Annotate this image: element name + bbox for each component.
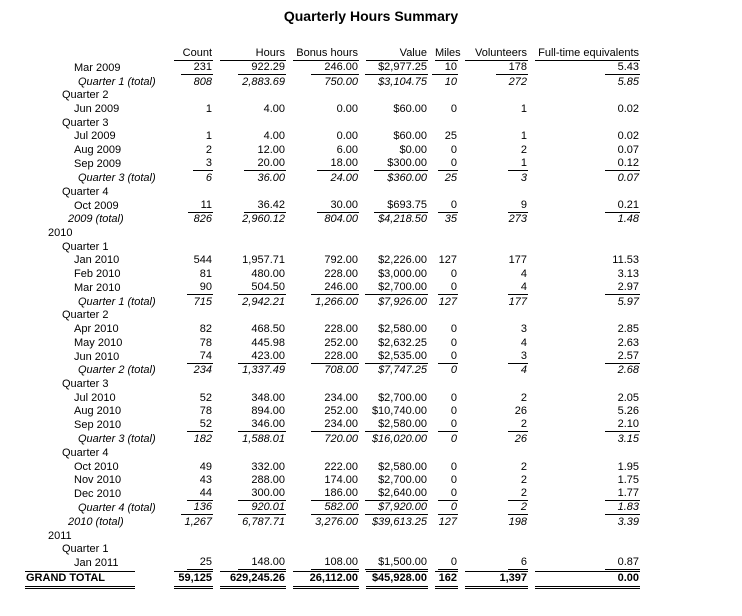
cell-value: 82: [199, 323, 212, 335]
row-label: Jul 2009: [74, 130, 116, 143]
cell-value: $45,928.00: [366, 571, 428, 589]
cell-value: 0: [438, 157, 458, 171]
cell-value: 78: [199, 336, 212, 349]
cell-value: 0: [438, 556, 458, 570]
cell-value: $4,218.50: [378, 213, 427, 226]
cell-value: 708.00: [324, 364, 358, 377]
table-row: [25, 75, 640, 89]
cell-value: 792.00: [324, 254, 358, 267]
cell-value: 2: [508, 418, 528, 432]
cell-value: 0: [438, 418, 458, 432]
cell-value: 228.00: [324, 267, 358, 280]
table-row: [25, 130, 640, 144]
cell-value: $10,740.00: [371, 405, 427, 418]
cell-value: 544: [193, 254, 212, 267]
cell-value: 894.00: [251, 405, 285, 418]
cell-value: 0: [450, 364, 457, 377]
cell-value: 0.00: [336, 130, 358, 143]
cell-value: 0: [438, 281, 458, 295]
table-row: [25, 143, 640, 157]
row-label: 2010: [48, 226, 73, 239]
cell-value: 0.07: [617, 171, 639, 184]
cell-value: 162: [435, 571, 458, 589]
cell-value: 4: [508, 281, 528, 295]
cell-value: 1: [205, 130, 212, 143]
table-row: [25, 487, 640, 501]
row-label: Jun 2009: [74, 103, 120, 116]
row-label: Quarter 3 (total): [78, 433, 156, 446]
cell-value: 25: [187, 556, 213, 570]
cell-value: 332.00: [251, 460, 285, 473]
cell-value: 3.39: [617, 515, 639, 528]
cell-value: $3,104.75: [378, 75, 427, 88]
cell-value: 148.00: [238, 556, 286, 570]
cell-value: 300.00: [238, 487, 286, 501]
cell-value: 49: [199, 460, 212, 473]
row-label: Dec 2010: [74, 488, 122, 501]
cell-value: 108.00: [311, 556, 359, 570]
cell-value: $360.00: [387, 171, 427, 184]
cell-value: 0.00: [535, 571, 640, 589]
cell-value: 468.50: [251, 323, 285, 335]
cell-value: 5.43: [605, 61, 640, 75]
cell-value: 0.87: [605, 556, 640, 570]
cell-value: 2: [520, 144, 527, 157]
cell-value: 5.85: [617, 75, 639, 88]
cell-value: 1,588.01: [242, 433, 285, 446]
cell-value: 10: [432, 61, 458, 75]
cell-value: 4: [520, 364, 527, 377]
cell-value: 9: [508, 199, 528, 213]
cell-value: 136: [181, 501, 213, 515]
cell-value: 24.00: [330, 171, 358, 184]
table-row: [25, 116, 640, 130]
cell-value: 228.00: [311, 350, 359, 364]
cell-value: 0: [450, 144, 457, 157]
cell-value: $1,500.00: [365, 556, 428, 570]
table-row: [25, 61, 640, 75]
cell-value: 3: [193, 157, 213, 171]
cell-value: 35: [444, 213, 457, 226]
row-label: Quarter 2: [62, 89, 109, 102]
row-label: Sep 2009: [74, 158, 122, 171]
cell-value: 2.97: [605, 281, 640, 295]
cell-value: 234: [193, 364, 212, 377]
table-row: [25, 543, 640, 557]
cell-value: 1,397: [465, 571, 528, 589]
cell-value: 2: [520, 474, 527, 487]
cell-value: 720.00: [324, 433, 358, 446]
table-row: [25, 102, 640, 116]
cell-value: 445.98: [251, 336, 285, 349]
table-row: [25, 295, 640, 309]
report-table: [25, 46, 640, 589]
row-label: Quarter 4: [62, 446, 109, 459]
cell-value: 2.57: [605, 350, 640, 364]
table-row: [25, 556, 640, 570]
cell-value: $7,920.00: [365, 501, 428, 515]
table-row: [25, 226, 640, 240]
cell-value: 3: [508, 350, 528, 364]
cell-value: 423.00: [238, 350, 286, 364]
cell-value: 11.53: [612, 254, 639, 267]
cell-value: 1: [508, 157, 528, 171]
cell-value: 30.00: [317, 199, 359, 213]
cell-value: $2,700.00: [365, 281, 428, 295]
row-label: Quarter 4 (total): [78, 502, 156, 515]
table-row: [25, 185, 640, 199]
cell-value: 174.00: [324, 474, 358, 487]
cell-value: 1.95: [617, 460, 639, 473]
cell-value: 0: [450, 267, 457, 280]
cell-value: 4: [520, 336, 527, 349]
cell-value: 5.97: [617, 295, 639, 308]
cell-value: 0: [450, 103, 457, 116]
cell-value: 234.00: [311, 418, 359, 432]
cell-value: $2,700.00: [378, 391, 427, 404]
row-label: Quarter 1: [62, 543, 109, 556]
cell-value: 2.05: [617, 391, 639, 404]
cell-value: $3,000.00: [378, 267, 427, 280]
cell-value: 252.00: [324, 336, 358, 349]
cell-value: 0.07: [617, 144, 639, 157]
cell-value: $0.00: [399, 144, 427, 157]
row-label: Quarter 1: [62, 240, 109, 253]
cell-value: 1: [520, 103, 527, 116]
cell-value: 36.00: [257, 171, 285, 184]
cell-value: 252.00: [324, 405, 358, 418]
cell-value: 480.00: [251, 267, 285, 280]
cell-value: 182: [193, 433, 212, 446]
cell-value: $2,700.00: [378, 474, 427, 487]
cell-value: 52: [187, 418, 213, 432]
table-row: [25, 432, 640, 446]
cell-value: 246.00: [311, 61, 359, 75]
cell-value: 2.10: [605, 418, 640, 432]
cell-value: 1.77: [605, 487, 640, 501]
cell-value: 178: [496, 61, 528, 75]
cell-value: $2,632.25: [378, 336, 427, 349]
cell-value: 127: [438, 515, 457, 528]
cell-value: 177: [508, 295, 527, 308]
report-table-body: [25, 46, 640, 589]
cell-value: $2,580.00: [378, 323, 427, 335]
cell-value: $39,613.25: [371, 515, 427, 528]
row-label: Quarter 3: [62, 378, 109, 391]
table-row: [25, 529, 640, 543]
table-row: [25, 418, 640, 432]
cell-value: 20.00: [244, 157, 286, 171]
cell-value: 804.00: [324, 213, 358, 226]
cell-value: $60.00: [393, 130, 427, 143]
cell-value: 3.13: [617, 267, 639, 280]
cell-value: 2.68: [617, 364, 639, 377]
table-row: [25, 199, 640, 213]
table-row: [25, 501, 640, 515]
row-label: Quarter 3 (total): [78, 171, 156, 184]
cell-value: 3: [520, 171, 527, 184]
table-row: [25, 405, 640, 419]
cell-value: 2,960.12: [242, 213, 285, 226]
cell-value: 6: [508, 556, 528, 570]
table-row: [25, 391, 640, 405]
row-label: Quarter 1 (total): [78, 295, 156, 308]
cell-value: 0: [450, 336, 457, 349]
cell-value: 3: [520, 323, 527, 335]
table-row: [25, 570, 640, 589]
row-label: Quarter 4: [62, 185, 109, 198]
cell-value: 177: [508, 254, 527, 267]
cell-value: 4: [520, 267, 527, 280]
table-row: [25, 515, 640, 529]
row-label: Aug 2010: [74, 405, 122, 418]
cell-value: 4.00: [263, 130, 285, 143]
cell-value: 59,125: [174, 571, 213, 589]
row-label: Quarter 3: [62, 116, 109, 129]
cell-value: 0.12: [605, 157, 640, 171]
column-header: Full-time equivalents: [535, 47, 640, 61]
cell-value: 0.00: [336, 103, 358, 116]
table-row: [25, 350, 640, 364]
column-header: Value: [366, 47, 428, 61]
cell-value: 198: [508, 515, 527, 528]
cell-value: 920.01: [238, 501, 286, 515]
cell-value: 346.00: [238, 418, 286, 432]
cell-value: 272: [508, 75, 527, 88]
row-label: Oct 2009: [74, 199, 119, 212]
page-title: Quarterly Hours Summary: [283, 8, 459, 24]
cell-value: 231: [181, 61, 213, 75]
cell-value: $300.00: [374, 157, 428, 171]
cell-value: 6.00: [336, 144, 358, 157]
table-row: [25, 364, 640, 378]
cell-value: 0: [450, 460, 457, 473]
cell-value: 246.00: [311, 281, 359, 295]
table-row: [25, 377, 640, 391]
cell-value: 10: [444, 75, 457, 88]
cell-value: 26,112.00: [293, 571, 359, 589]
cell-value: 1: [205, 103, 212, 116]
cell-value: 3,276.00: [315, 515, 358, 528]
table-row: [25, 336, 640, 350]
cell-value: 1.75: [617, 474, 639, 487]
cell-value: 504.50: [238, 281, 286, 295]
row-label: Apr 2010: [74, 323, 119, 335]
cell-value: 0.02: [617, 103, 639, 116]
row-label: Feb 2010: [74, 267, 121, 280]
cell-value: 1.48: [617, 213, 639, 226]
row-label: Jan 2010: [74, 254, 120, 267]
cell-value: 2: [508, 487, 528, 501]
cell-value: 0: [438, 487, 458, 501]
row-label: 2011: [48, 529, 72, 542]
cell-value: $2,226.00: [378, 254, 427, 267]
cell-value: 826: [193, 213, 212, 226]
cell-value: 2,942.21: [242, 295, 285, 308]
cell-value: 25: [444, 171, 457, 184]
cell-value: 922.29: [238, 61, 286, 75]
cell-value: $7,747.25: [378, 364, 427, 377]
cell-value: 1,266.00: [315, 295, 358, 308]
row-label: Jun 2010: [74, 350, 120, 363]
row-label: GRAND TOTAL: [25, 571, 135, 589]
cell-value: 0: [450, 433, 457, 446]
row-label: May 2010: [74, 336, 123, 349]
cell-value: 43: [199, 474, 212, 487]
cell-value: 5.26: [617, 405, 639, 418]
row-label: Quarter 2 (total): [78, 364, 156, 377]
cell-value: 348.00: [251, 391, 285, 404]
cell-value: 629,245.26: [220, 571, 286, 589]
cell-value: $2,977.25: [365, 61, 428, 75]
row-label: Aug 2009: [74, 144, 122, 157]
cell-value: 0: [450, 405, 457, 418]
cell-value: 0: [450, 323, 457, 335]
cell-value: 127: [438, 295, 457, 308]
cell-value: 1,267: [184, 515, 212, 528]
report-page: [0, 8, 742, 616]
cell-value: 2: [205, 144, 212, 157]
cell-value: 2: [520, 460, 527, 473]
cell-value: 715: [193, 295, 212, 308]
row-label: 2010 (total): [68, 515, 124, 528]
cell-value: 0.02: [617, 130, 639, 143]
cell-value: 3.15: [617, 433, 639, 446]
cell-value: 0.21: [605, 199, 640, 213]
table-row: [25, 240, 640, 254]
cell-value: 0: [438, 501, 458, 515]
cell-value: 0: [438, 350, 458, 364]
cell-value: 1: [520, 130, 527, 143]
cell-value: 11: [188, 199, 213, 213]
cell-value: 26: [514, 405, 527, 418]
column-header: Miles: [435, 47, 461, 59]
cell-value: 127: [438, 254, 457, 267]
cell-value: 0: [450, 474, 457, 487]
column-header: Count: [174, 47, 213, 61]
table-row: [25, 213, 640, 227]
cell-value: 36.42: [244, 199, 286, 213]
column-header: Hours: [220, 47, 286, 61]
cell-value: $2,580.00: [365, 418, 428, 432]
cell-value: 1.83: [605, 501, 640, 515]
cell-value: 582.00: [311, 501, 359, 515]
cell-value: $2,640.00: [365, 487, 428, 501]
cell-value: 25: [444, 130, 457, 143]
cell-value: $60.00: [393, 103, 427, 116]
row-label: Oct 2010: [74, 460, 119, 473]
cell-value: $693.75: [374, 199, 428, 213]
table-header-row: [25, 46, 640, 61]
cell-value: 12.00: [257, 144, 285, 157]
cell-value: 90: [187, 281, 213, 295]
column-header: Volunteers: [465, 47, 528, 61]
cell-value: 228.00: [324, 323, 358, 335]
table-row: [25, 157, 640, 171]
cell-value: $7,926.00: [378, 295, 427, 308]
table-row: [25, 89, 640, 103]
row-label: Jul 2010: [74, 391, 116, 404]
cell-value: $2,580.00: [378, 460, 427, 473]
row-label: Jan 2011: [74, 557, 119, 570]
cell-value: 222.00: [324, 460, 358, 473]
cell-value: 234.00: [324, 391, 358, 404]
cell-value: 74: [187, 350, 213, 364]
row-label: Mar 2009: [74, 62, 121, 74]
cell-value: 52: [199, 391, 212, 404]
table-row: [25, 254, 640, 268]
table-row: [25, 322, 640, 336]
cell-value: $2,535.00: [365, 350, 428, 364]
table-row: [25, 474, 640, 488]
cell-value: 6: [205, 171, 212, 184]
cell-value: 44: [187, 487, 213, 501]
cell-value: 273: [508, 213, 527, 226]
cell-value: 186.00: [311, 487, 359, 501]
cell-value: 2,883.69: [242, 75, 285, 88]
cell-value: 0: [438, 199, 458, 213]
cell-value: 26: [514, 433, 527, 446]
cell-value: 1,957.71: [242, 254, 285, 267]
cell-value: 750.00: [324, 75, 358, 88]
table-row: [25, 446, 640, 460]
table-row: [25, 309, 640, 323]
cell-value: $16,020.00: [371, 433, 427, 446]
header-label-spacer: [25, 46, 167, 61]
cell-value: 2.63: [617, 336, 639, 349]
cell-value: 4.00: [263, 103, 285, 116]
cell-value: 81: [199, 267, 212, 280]
row-label: Nov 2010: [74, 474, 122, 487]
cell-value: 2: [520, 391, 527, 404]
row-label: 2009 (total): [68, 213, 124, 226]
column-header: Bonus hours: [293, 47, 359, 61]
row-label: Mar 2010: [74, 281, 121, 294]
cell-value: 288.00: [251, 474, 285, 487]
cell-value: 808: [193, 75, 212, 88]
cell-value: 6,787.71: [242, 515, 285, 528]
row-label: Quarter 2: [62, 309, 109, 322]
row-label: Quarter 1 (total): [78, 75, 156, 88]
cell-value: 1,337.49: [242, 364, 285, 377]
cell-value: 2: [508, 501, 528, 515]
cell-value: 78: [199, 405, 212, 418]
row-label: Sep 2010: [74, 419, 122, 432]
table-row: [25, 460, 640, 474]
table-row: [25, 171, 640, 185]
table-row: [25, 281, 640, 295]
cell-value: 18.00: [317, 157, 359, 171]
cell-value: 0: [450, 391, 457, 404]
cell-value: 2.85: [617, 323, 639, 335]
table-row: [25, 267, 640, 281]
